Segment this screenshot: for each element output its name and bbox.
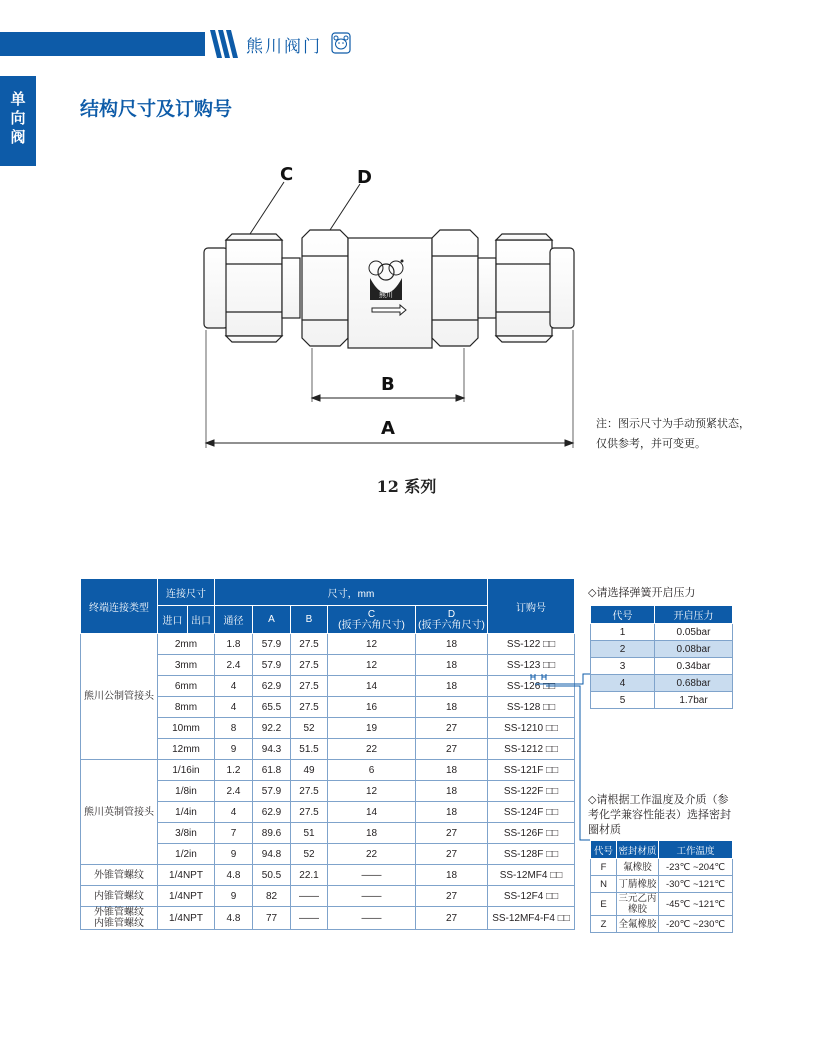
- dim-c-cell: ——: [328, 865, 416, 886]
- conn-size-cell: 3mm: [158, 655, 215, 676]
- table-row: [591, 641, 733, 658]
- side-tab-char: 向: [10, 109, 26, 127]
- dim-c-cell: 19: [328, 718, 416, 739]
- seal-code-cell: F: [591, 859, 617, 876]
- dim-d-cell: 18: [416, 865, 488, 886]
- dim-b-cell: 22.1: [291, 865, 328, 886]
- dim-b-cell: 52: [291, 718, 328, 739]
- leader-c: [250, 182, 284, 234]
- order-code-cell: SS-126 □□: [488, 676, 575, 697]
- connector-lines: [528, 672, 590, 842]
- dim-d-cell: 18: [416, 634, 488, 655]
- conn-size-cell: 6mm: [158, 676, 215, 697]
- dim-d-cell: 27: [416, 886, 488, 907]
- dim-c-cell: 6: [328, 760, 416, 781]
- dim-d-cell: 27: [416, 844, 488, 865]
- table-row: [591, 876, 733, 893]
- conn-size-cell: 3/8in: [158, 823, 215, 844]
- order-code-cell: SS-123 □□: [488, 655, 575, 676]
- dim-d-cell: 18: [416, 697, 488, 718]
- spring-code-cell: 4: [591, 675, 655, 692]
- bore-cell: 1.8: [215, 634, 253, 655]
- dim-b-cell: 27.5: [291, 676, 328, 697]
- dim-d-cell: 18: [416, 676, 488, 697]
- header-bore: 通径: [215, 606, 253, 634]
- order-code-cell: SS-128 □□: [488, 697, 575, 718]
- bore-cell: 9: [215, 844, 253, 865]
- spring-header-code: 代号: [591, 606, 655, 624]
- spring-header-pressure: 开启压力: [655, 606, 733, 624]
- dim-a-cell: 57.9: [253, 634, 291, 655]
- bore-cell: 4.8: [215, 865, 253, 886]
- order-code-cell: SS-122 □□: [488, 634, 575, 655]
- label-d: D: [357, 167, 372, 188]
- seal-table-title: ◇请根据工作温度及介质（参考化学兼容性能表）选择密封圈材质: [588, 794, 731, 836]
- order-code-cell: SS-12MF4-F4 □□: [488, 907, 575, 930]
- seal-material-cell: 丁腈橡胶: [617, 876, 659, 893]
- seal-temp-cell: -30℃ ~121℃: [659, 876, 733, 893]
- table-row: [591, 893, 733, 916]
- conn-size-cell: 1/8in: [158, 781, 215, 802]
- seal-temp-cell: -23℃ ~204℃: [659, 859, 733, 876]
- dim-b-cell: 49: [291, 760, 328, 781]
- spring-code-cell: 5: [591, 692, 655, 709]
- dim-b-cell: 51: [291, 823, 328, 844]
- dim-a-cell: 92.2: [253, 718, 291, 739]
- dim-a-cell: 57.9: [253, 781, 291, 802]
- side-tab: [0, 76, 36, 166]
- dim-b-cell: 27.5: [291, 781, 328, 802]
- section-title: 结构尺寸及订购号: [80, 98, 233, 120]
- conn-size-cell: 1/4NPT: [158, 907, 215, 930]
- header-outlet: 出口: [188, 606, 215, 634]
- brand-stripes-icon: [210, 30, 242, 58]
- dim-d-cell: 27: [416, 718, 488, 739]
- dim-b-cell: 51.5: [291, 739, 328, 760]
- header-d-label: D: [447, 608, 456, 620]
- table-row: [591, 692, 733, 709]
- conn-size-cell: 12mm: [158, 739, 215, 760]
- header-b: B: [291, 606, 328, 634]
- dim-c-cell: ——: [328, 886, 416, 907]
- conn-size-cell: 1/16in: [158, 760, 215, 781]
- side-tab-char: 单: [10, 90, 26, 108]
- header-c-sub: (扳手六角尺寸): [338, 619, 405, 631]
- dim-d-cell: 27: [416, 739, 488, 760]
- spring-pressure-cell: 0.68bar: [655, 675, 733, 692]
- table-row: [591, 658, 733, 675]
- conn-size-cell: 8mm: [158, 697, 215, 718]
- spring-pressure-cell: 1.7bar: [655, 692, 733, 709]
- table-row: [81, 907, 575, 930]
- conn-size-cell: 1/4NPT: [158, 886, 215, 907]
- order-code-cell: SS-126F □□: [488, 823, 575, 844]
- seal-material-table: [590, 840, 733, 933]
- seal-header-code: 代号: [591, 841, 617, 859]
- bore-cell: 8: [215, 718, 253, 739]
- dim-c-cell: ——: [328, 907, 416, 930]
- order-code-cell: SS-122F □□: [488, 781, 575, 802]
- bore-cell: 9: [215, 739, 253, 760]
- order-code-cell: SS-121F □□: [488, 760, 575, 781]
- leader-d: [330, 184, 360, 230]
- dim-a-cell: 62.9: [253, 676, 291, 697]
- order-code-cell: SS-12MF4 □□: [488, 865, 575, 886]
- dim-b-cell: ——: [291, 886, 328, 907]
- dim-a-cell: 94.3: [253, 739, 291, 760]
- dim-a-cell: 61.8: [253, 760, 291, 781]
- order-code-cell: SS-124F □□: [488, 802, 575, 823]
- bore-cell: 2.4: [215, 655, 253, 676]
- table-row: [81, 760, 575, 781]
- seal-material-cell: 三元乙丙橡胶: [618, 893, 657, 915]
- dim-b-cell: ——: [291, 907, 328, 930]
- side-tab-char: 阀: [10, 128, 26, 146]
- table-row: [81, 634, 575, 655]
- body-logo-text: 熊川: [379, 291, 393, 299]
- dim-b-cell: 27.5: [291, 655, 328, 676]
- table-row: [591, 624, 733, 641]
- dim-a-cell: 77: [253, 907, 291, 930]
- row-type-label: 外锥管螺纹: [94, 869, 144, 881]
- dim-c-cell: 16: [328, 697, 416, 718]
- conn-size-cell: 1/2in: [158, 844, 215, 865]
- dim-b-cell: 27.5: [291, 634, 328, 655]
- spring-code-cell: 2: [591, 641, 655, 658]
- dim-c-cell: 12: [328, 781, 416, 802]
- bore-cell: 1.2: [215, 760, 253, 781]
- seal-code-cell: N: [591, 876, 617, 893]
- conn-size-cell: 1/4in: [158, 802, 215, 823]
- order-code-cell: SS-1212 □□: [488, 739, 575, 760]
- dim-a-cell: 50.5: [253, 865, 291, 886]
- header-inlet: 进口: [158, 606, 188, 634]
- order-code-cell: SS-12F4 □□: [488, 886, 575, 907]
- dim-d-cell: 18: [416, 655, 488, 676]
- order-code-cell: SS-128F □□: [488, 844, 575, 865]
- seal-header-material: 密封材质: [617, 841, 659, 859]
- bore-cell: 7: [215, 823, 253, 844]
- dim-c-cell: 22: [328, 844, 416, 865]
- row-type-label: 外锥管螺纹: [94, 907, 144, 918]
- spring-pressure-cell: 0.05bar: [655, 624, 733, 641]
- seal-header-temp: 工作温度: [659, 841, 733, 859]
- spring-pressure-cell: 0.08bar: [655, 641, 733, 658]
- spring-pressure-cell: 0.34bar: [655, 658, 733, 675]
- row-type-cell: [81, 907, 158, 930]
- header-a: A: [253, 606, 291, 634]
- header-conn-size: 连接尺寸: [158, 579, 215, 606]
- table-row: [81, 865, 575, 886]
- spring-pressure-table: [590, 605, 733, 709]
- dim-c-cell: 22: [328, 739, 416, 760]
- spring-code-cell: 1: [591, 624, 655, 641]
- table-row: [591, 859, 733, 876]
- dim-c-cell: 14: [328, 676, 416, 697]
- seal-temp-cell: -20℃ ~230℃: [659, 916, 733, 933]
- header-type: 终端连接类型: [81, 579, 158, 634]
- dim-a-cell: 94.8: [253, 844, 291, 865]
- bear-logo-icon: [331, 32, 351, 54]
- order-code-cell: SS-1210 □□: [488, 718, 575, 739]
- seal-material-cell: 全氟橡胶: [617, 916, 659, 933]
- table-row: [591, 916, 733, 933]
- table-row: [591, 675, 733, 692]
- bore-cell: 9: [215, 886, 253, 907]
- header-c-label: C: [367, 608, 376, 620]
- dim-a-cell: 89.6: [253, 823, 291, 844]
- conn-size-cell: 10mm: [158, 718, 215, 739]
- table-row: [81, 886, 575, 907]
- drawing-note: 注：图示尺寸为手动预紧状态，仅供参考，并可变更。: [596, 417, 750, 450]
- header-order: 订购号: [488, 579, 575, 634]
- dim-a-cell: 65.5: [253, 697, 291, 718]
- seal-material-cell: 氟橡胶: [617, 859, 659, 876]
- row-type-label: 内锥管螺纹: [94, 918, 144, 929]
- dim-c-cell: 12: [328, 634, 416, 655]
- label-a: A: [381, 418, 395, 439]
- dim-a-cell: 62.9: [253, 802, 291, 823]
- dim-b-cell: 27.5: [291, 697, 328, 718]
- dim-d-cell: 27: [416, 907, 488, 930]
- bore-cell: 4: [215, 676, 253, 697]
- dim-c-cell: 18: [328, 823, 416, 844]
- seal-temp-cell: -45℃ ~121℃: [659, 893, 733, 916]
- bore-cell: 4: [215, 802, 253, 823]
- header-c: [328, 606, 416, 634]
- spring-code-cell: 3: [591, 658, 655, 675]
- dim-d-cell: 18: [416, 781, 488, 802]
- dim-a-cell: 57.9: [253, 655, 291, 676]
- bore-cell: 4.8: [215, 907, 253, 930]
- series-title: 12 系列: [376, 477, 437, 496]
- header-size-mm: 尺寸，mm: [215, 579, 488, 606]
- seal-code-cell: Z: [591, 916, 617, 933]
- header-d-sub: (扳手六角尺寸): [418, 619, 485, 631]
- brand-name: 熊川阀门: [246, 37, 322, 57]
- row-type-cell: [81, 865, 158, 886]
- row-type-label: 内锥管螺纹: [94, 890, 144, 902]
- dim-d-cell: 18: [416, 760, 488, 781]
- dim-b-cell: 27.5: [291, 802, 328, 823]
- row-type-cell: 熊川英制管接头: [81, 760, 158, 865]
- dim-d-cell: 18: [416, 802, 488, 823]
- row-type-cell: [81, 886, 158, 907]
- conn-size-cell: 1/4NPT: [158, 865, 215, 886]
- header-d: [416, 606, 488, 634]
- bore-cell: 2.4: [215, 781, 253, 802]
- dimensions-table: [80, 578, 575, 930]
- dim-c-cell: 12: [328, 655, 416, 676]
- bore-cell: 4: [215, 697, 253, 718]
- spring-table-title: ◇请选择弹簧开启压力: [588, 587, 696, 599]
- header-bar: [0, 32, 205, 56]
- check-valve-drawing: [190, 160, 590, 455]
- conn-size-cell: 2mm: [158, 634, 215, 655]
- seal-code-cell: E: [591, 893, 617, 916]
- dim-b-cell: 52: [291, 844, 328, 865]
- dim-d-cell: 27: [416, 823, 488, 844]
- label-c: C: [280, 164, 294, 185]
- dim-a-cell: 82: [253, 886, 291, 907]
- label-b: B: [381, 374, 395, 395]
- dim-c-cell: 14: [328, 802, 416, 823]
- row-type-cell: 熊川公制管接头: [81, 634, 158, 760]
